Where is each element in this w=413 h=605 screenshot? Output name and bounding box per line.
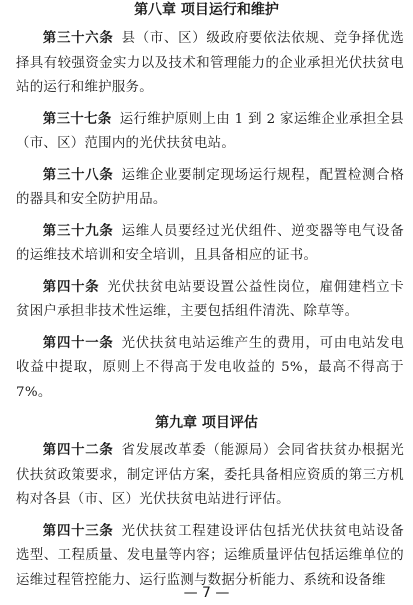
chapter-title: 第九章 项目评估: [155, 415, 258, 431]
article-text: 光伏扶贫工程建设评估包括光伏扶贫电站设备选型、工程质量、发电量等内容；运维质量评估包括运维单位的运维过程管控能力、运行监测与数据分析能力、系统和设备维: [16, 523, 405, 588]
article-number: 第三十七条: [42, 110, 112, 127]
article-number: 第三十六条: [42, 30, 114, 46]
chapter-8-body: [16, 26, 404, 405]
article-text: 运维人员要经过光伏组件、逆变器等电气设备的运维技术培训和安全培训，且具备相应的证书。: [16, 223, 405, 263]
article-text: 省发展改革委（能源局）会同省扶贫办根据光伏扶贫政策要求，制定评估方案，委托具备相应资质的第三方机构对各县（市、区）光伏扶贫电站进行评估。: [16, 443, 405, 507]
article-42: [16, 438, 404, 513]
article-number: 第三十八条: [42, 166, 114, 183]
article-38: [16, 163, 404, 213]
article-text: 光伏扶贫电站要设置公益性岗位，雇佣建档立卡贫困户承担非技术性运维，主要包括组件清洗、除草等。: [16, 279, 404, 319]
article-41: [16, 331, 404, 406]
article-number: 第四十三条: [42, 522, 114, 539]
article-text: 运维企业要制定现场运行规程，配置检测合格的器具和安全防护用品。: [16, 167, 405, 207]
chapter-title: 第八章 项目运行和维护: [134, 2, 279, 18]
article-37: [16, 107, 404, 157]
article-number: 第三十九条: [42, 222, 114, 239]
article-number: 第四十二条: [42, 442, 114, 458]
article-number: 第四十一条: [42, 334, 114, 351]
chapter-9-body: [16, 438, 404, 593]
article-39: [16, 219, 404, 269]
article-text: 县（市、区）级政府要依法依规、竞争择优选择具有较强资金实力以及技术和管理能力的企业承担光伏扶贫电站的运行和维护服务。: [16, 31, 405, 95]
article-40: [16, 275, 404, 325]
article-43: [16, 519, 404, 594]
chapter-8-heading: [0, 0, 413, 20]
page-number: — 7 —: [183, 585, 230, 601]
article-text: 运行维护原则上由 1 到 2 家运维企业承担全县（市、区）范围内的光伏扶贫电站。: [16, 111, 405, 151]
article-number: 第四十条: [42, 278, 100, 295]
article-text: 光伏扶贫电站运维产生的费用，可由电站发电收益中提取，原则上不得高于发电收益的 5%，最高不得高于 7%。: [16, 335, 405, 400]
chapter-9-heading: [0, 413, 413, 433]
article-36: [16, 26, 404, 101]
